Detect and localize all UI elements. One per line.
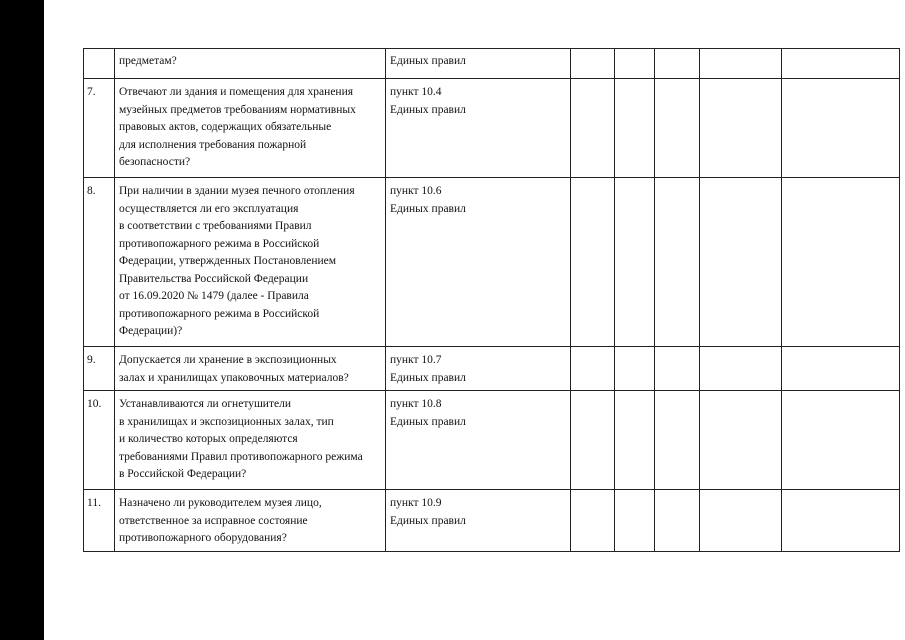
row-number: 11. xyxy=(84,490,115,552)
question-cell: При наличии в здании музея печного отопления осуществляется ли его эксплуатация в соответствии с требованиями Правил противопожарного режима в Российской Федерации, утвержденных Постановлением Правительства Российской Федерации от 16.09.2020 № 1479 (далее - Правила противопожарного режима в Российской Федерации)? xyxy=(115,178,386,347)
answer-na-cell xyxy=(655,79,700,178)
answer-yes-cell xyxy=(571,49,615,79)
table-row xyxy=(84,79,900,178)
note-cell xyxy=(782,178,900,347)
question-cell: предметам? xyxy=(115,49,386,79)
answer-no-cell xyxy=(615,490,655,552)
row-number: 7. xyxy=(84,79,115,178)
row-number: 8. xyxy=(84,178,115,347)
answer-na-cell xyxy=(655,49,700,79)
reference-cell: пункт 10.9 Единых правил xyxy=(386,490,571,552)
requisites-cell xyxy=(700,391,782,490)
answer-na-cell xyxy=(655,490,700,552)
answer-na-cell xyxy=(655,347,700,391)
note-cell xyxy=(782,391,900,490)
checklist-table xyxy=(83,48,900,552)
question-cell: Устанавливаются ли огнетушители в хранилищах и экспозиционных залах, тип и количество которых определяются требованиями Правил противопожарного режима в Российской Федерации? xyxy=(115,391,386,490)
note-cell xyxy=(782,490,900,552)
answer-yes-cell xyxy=(571,347,615,391)
table-row xyxy=(84,178,900,347)
answer-no-cell xyxy=(615,347,655,391)
requisites-cell xyxy=(700,178,782,347)
note-cell xyxy=(782,49,900,79)
table-row xyxy=(84,391,900,490)
answer-no-cell xyxy=(615,391,655,490)
row-number: 10. xyxy=(84,391,115,490)
answer-no-cell xyxy=(615,79,655,178)
reference-cell: Единых правил xyxy=(386,49,571,79)
answer-yes-cell xyxy=(571,391,615,490)
answer-no-cell xyxy=(615,49,655,79)
answer-yes-cell xyxy=(571,490,615,552)
requisites-cell xyxy=(700,347,782,391)
table-row xyxy=(84,347,900,391)
answer-yes-cell xyxy=(571,79,615,178)
question-cell: Отвечают ли здания и помещения для хранения музейных предметов требованиям нормативных правовых актов, содержащих обязательные для исполнения требования пожарной безопасности? xyxy=(115,79,386,178)
row-number xyxy=(84,49,115,79)
table-row xyxy=(84,490,900,552)
answer-na-cell xyxy=(655,178,700,347)
reference-cell: пункт 10.4 Единых правил xyxy=(386,79,571,178)
requisites-cell xyxy=(700,490,782,552)
table-row xyxy=(84,49,900,79)
note-cell xyxy=(782,347,900,391)
question-cell: Допускается ли хранение в экспозиционных залах и хранилищах упаковочных материалов? xyxy=(115,347,386,391)
answer-no-cell xyxy=(615,178,655,347)
document-page xyxy=(44,0,905,640)
reference-cell: пункт 10.6 Единых правил xyxy=(386,178,571,347)
question-cell: Назначено ли руководителем музея лицо, ответственное за исправное состояние противопожарного оборудования? xyxy=(115,490,386,552)
scan-dark-edge xyxy=(0,0,44,640)
row-number: 9. xyxy=(84,347,115,391)
reference-cell: пункт 10.7 Единых правил xyxy=(386,347,571,391)
answer-yes-cell xyxy=(571,178,615,347)
requisites-cell xyxy=(700,79,782,178)
answer-na-cell xyxy=(655,391,700,490)
note-cell xyxy=(782,79,900,178)
reference-cell: пункт 10.8 Единых правил xyxy=(386,391,571,490)
requisites-cell xyxy=(700,49,782,79)
